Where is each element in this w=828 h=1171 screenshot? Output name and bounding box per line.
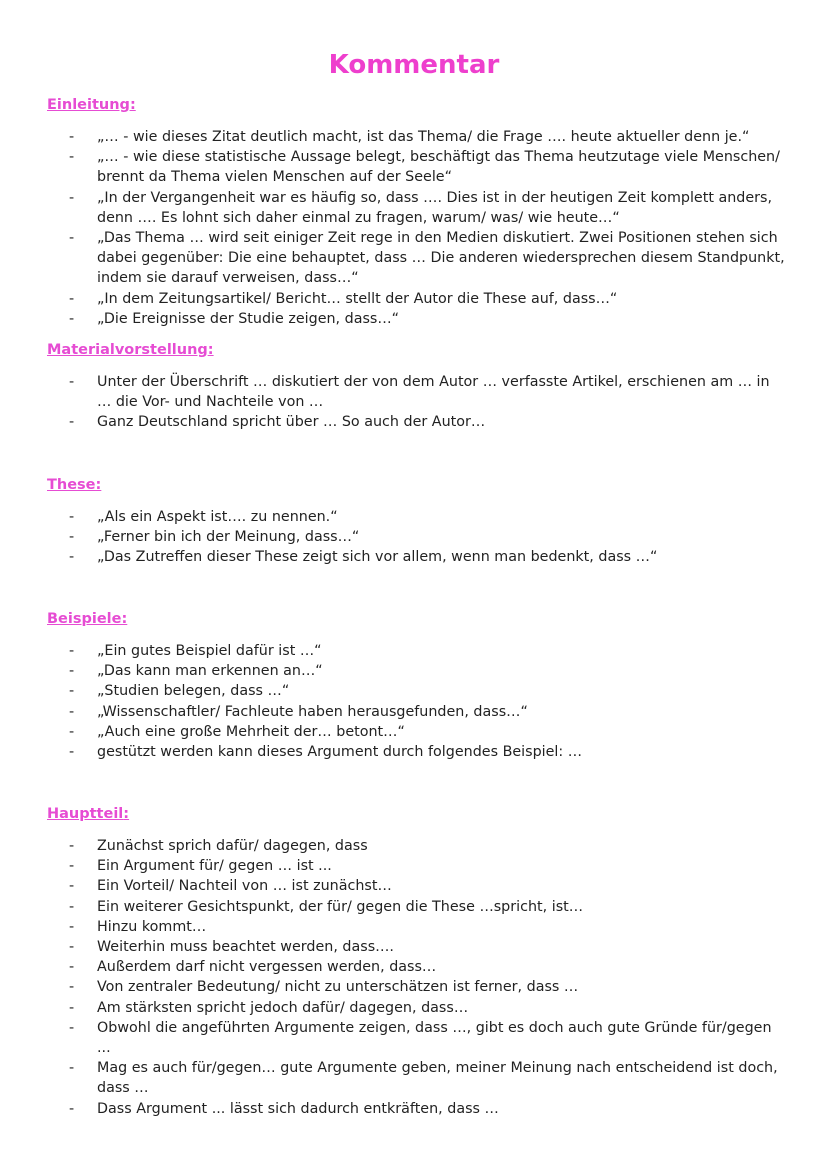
list-item: - Außerdem darf nicht vergessen werden, dass… xyxy=(69,959,437,976)
list-materialvorstellung xyxy=(0,372,828,433)
list-item: - Zunächst sprich dafür/ dagegen, dass xyxy=(69,838,368,854)
section-heading-einleitung: Einleitung: xyxy=(47,97,136,113)
list-item: - „Das Thema … wird seit einiger Zeit rege in den Medien diskutiert. Zwei Positionen stehen sich dabei gegenüber: Die eine behauptet, dass … Die anderen wiedersprechen diesem Standpunkt, indem sie darauf verweisen, dass…“ xyxy=(69,230,785,287)
list-item: - Ganz Deutschland spricht über … So auch der Autor… xyxy=(69,414,486,431)
list-item: - „Ferner bin ich der Meinung, dass…“ xyxy=(69,529,360,546)
list-item: - „Das kann man erkennen an…“ xyxy=(69,663,323,680)
list-item: - „Die Ereignisse der Studie zeigen, dass…“ xyxy=(69,310,400,327)
list-item: - „Als ein Aspekt ist…. zu nennen.“ xyxy=(69,509,338,525)
section-heading-beispiele: Beispiele: xyxy=(47,611,128,627)
section-heading-materialvorstellung: Materialvorstellung: xyxy=(47,342,214,358)
list-item: - „Das Zutreffen dieser These zeigt sich vor allem, wenn man bedenkt, dass …“ xyxy=(69,549,658,566)
list-item: - „In der Vergangenheit war es häufig so, dass …. Dies ist in der heutigen Zeit komplett anders, denn …. Es lohnt sich daher einmal zu fragen, warum/ was/ wie heute…“ xyxy=(69,189,773,226)
list-item: - „… - wie dieses Zitat deutlich macht, ist das Thema/ die Frage …. heute aktueller denn je.“ xyxy=(69,129,750,145)
list-einleitung xyxy=(0,127,828,329)
list-item: - Mag es auch für/gegen… gute Argumente geben, meiner Meinung nach entscheidend ist doch, dass … xyxy=(69,1060,778,1097)
list-item: - gestützt werden kann dieses Argument durch folgendes Beispiel: … xyxy=(69,744,583,761)
list-item: - Hinzu kommt… xyxy=(69,918,207,935)
list-item: - „Studien belegen, dass …“ xyxy=(69,683,290,700)
list-these xyxy=(0,507,828,568)
list-item: - Ein Vorteil/ Nachteil von … ist zunächst… xyxy=(69,878,392,895)
list-item: - „Wissenschaftler/ Fachleute haben herausgefunden, dass…“ xyxy=(69,703,528,720)
list-item: - Dass Argument ... lässt sich dadurch entkräften, dass … xyxy=(69,1100,499,1117)
list-hauptteil xyxy=(0,836,828,1119)
list-item: - „In dem Zeitungsartikel/ Bericht… stellt der Autor die These auf, dass…“ xyxy=(69,290,618,307)
page-title: Kommentar xyxy=(328,50,500,80)
list-item: - Ein Argument für/ gegen … ist ... xyxy=(69,858,332,875)
list-item: - Unter der Überschrift … diskutiert der von dem Autor … verfasste Artikel, erschienen am … in … die Vor- und Nachteile von … xyxy=(69,374,770,411)
list-item: - Obwohl die angeführten Argumente zeigen, dass …, gibt es doch auch gute Gründe für/gegen ... xyxy=(69,1019,772,1057)
list-item: - Ein weiterer Gesichtspunkt, der für/ gegen die These …spricht, ist… xyxy=(69,898,584,915)
list-item: - Am stärksten spricht jedoch dafür/ dagegen, dass… xyxy=(69,999,469,1016)
list-item: - „Ein gutes Beispiel dafür ist …“ xyxy=(69,643,322,659)
list-item: - Von zentraler Bedeutung/ nicht zu unterschätzen ist ferner, dass … xyxy=(69,979,579,996)
section-heading-these: These: xyxy=(47,477,102,493)
list-beispiele xyxy=(0,641,828,762)
list-item: - „Auch eine große Mehrheit der… betont…“ xyxy=(69,723,405,740)
list-item: - Weiterhin muss beachtet werden, dass…. xyxy=(69,939,394,956)
section-heading-hauptteil: Hauptteil: xyxy=(47,806,130,822)
list-item: - „… - wie diese statistische Aussage belegt, beschäftigt das Thema heutzutage viele Menschen/ brennt da Thema vielen Menschen auf der Seele“ xyxy=(69,149,780,186)
